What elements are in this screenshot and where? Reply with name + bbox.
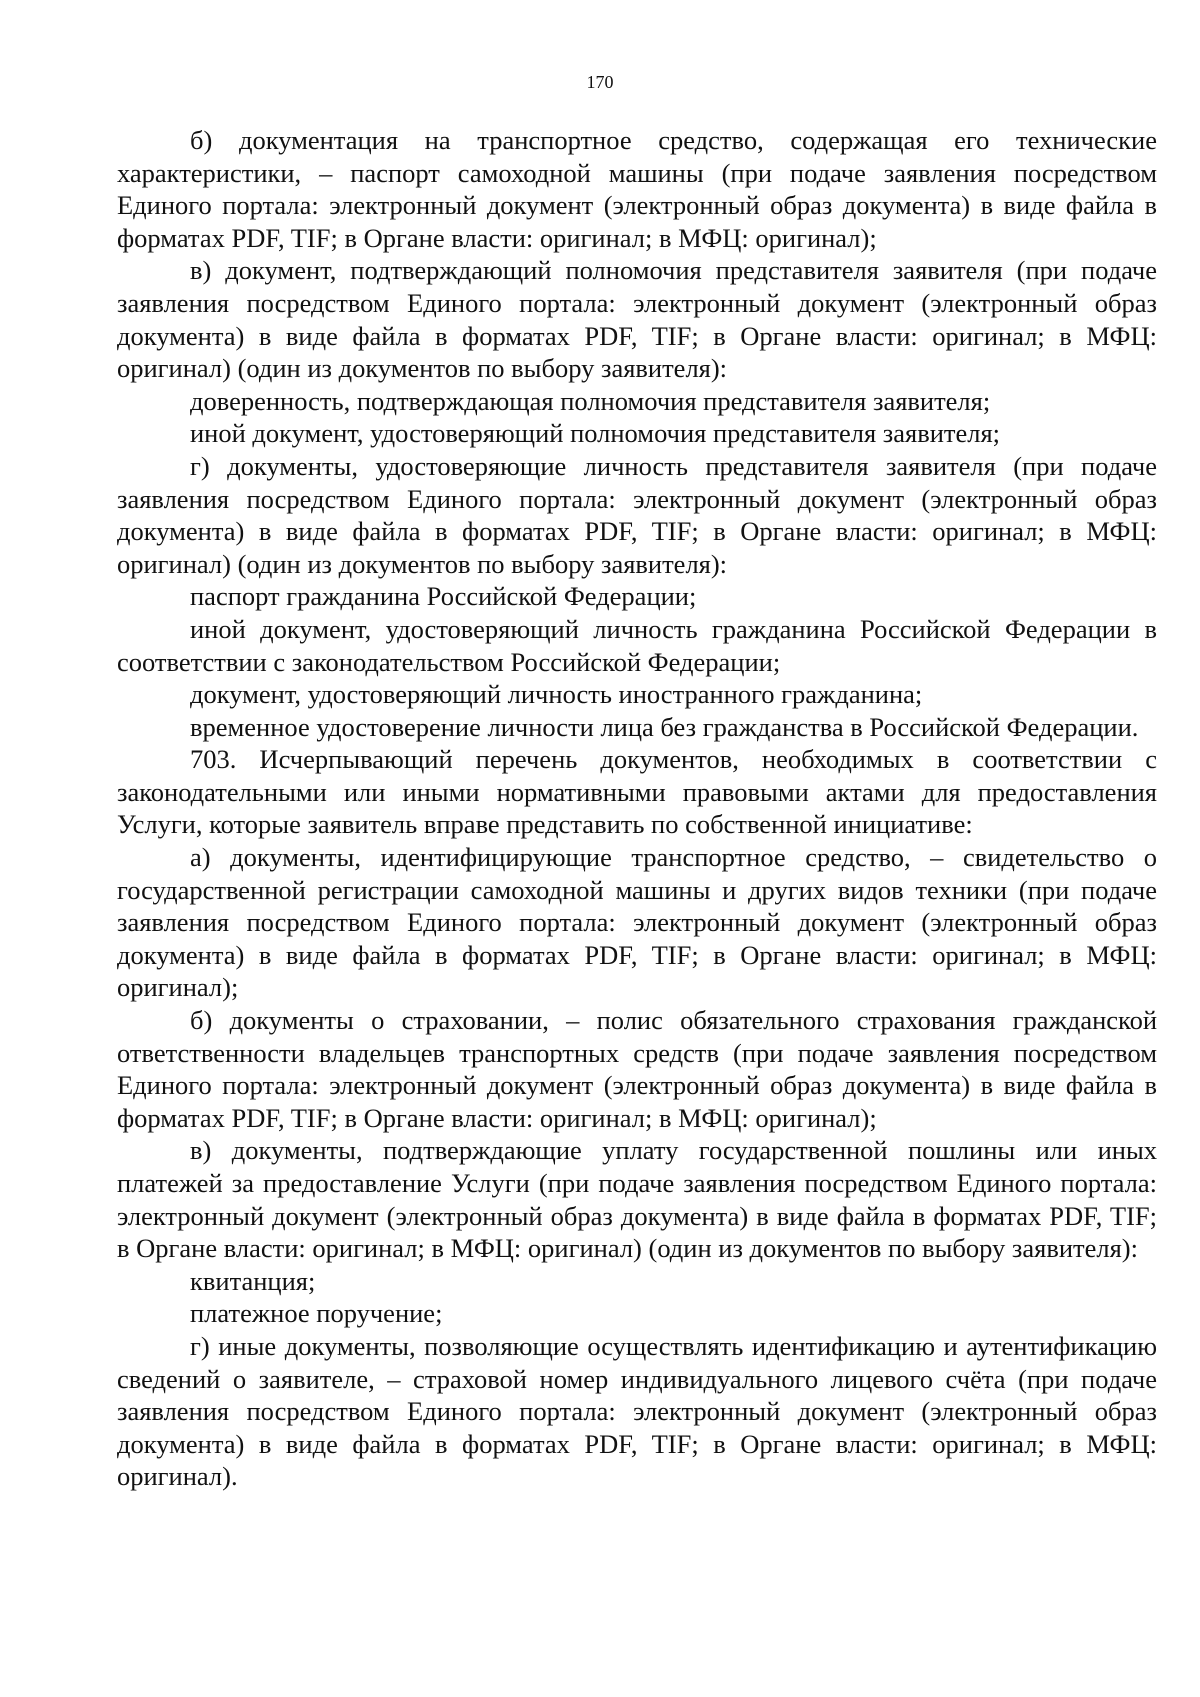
list-item-foreign-citizen-document: документ, удостоверяющий личность иностранного гражданина; — [190, 679, 923, 710]
paragraph-g-snils-documents: г) иные документы, позволяющие осуществлять идентификацию и аутентификацию сведений о заявителе, – страховой номер индивидуального лицевого счёта (при подаче заявления посредством Единого портала: электронный документ (электронный образ документа) в виде файла в форматах PDF, TIF; в Органе власти: оригинал; в МФЦ: оригинал). — [117, 1330, 1157, 1492]
list-item-temporary-identity-certificate: временное удостоверение личности лица без гражданства в Российской Федерации. — [190, 711, 1139, 742]
paragraph-v-representative-authority: в) документ, подтверждающий полномочия представителя заявителя (при подаче заявления посредством Единого портала: электронный документ (электронный образ документа) в виде файла в форматах PDF, TIF; в Органе власти: оригинал; в МФЦ: оригинал) (один из документов по выбору заявителя): — [117, 255, 1157, 384]
list-item-russian-passport: паспорт гражданина Российской Федерации; — [190, 581, 697, 612]
paragraph-b-vehicle-documentation: б) документация на транспортное средство, содержащая его технические характеристики, – паспорт самоходной машины (при подаче заявления посредством Единого портала: электронный документ (электронный образ документа) в виде файла в форматах PDF, TIF; в Органе власти: оригинал; в МФЦ: оригинал); — [117, 125, 1157, 253]
paragraph-703-optional-documents: 703. Исчерпывающий перечень документов, необходимых в соответствии с законодательными или иными нормативными правовыми актами для предоставления Услуги, которые заявитель вправе представить по собственной инициативе: — [117, 744, 1157, 840]
paragraph-v-payment-documents: в) документы, подтверждающие уплату государственной пошлины или иных платежей за предоставление Услуги (при подаче заявления посредством Единого портала: электронный документ (электронный образ документа) в виде файла в форматах PDF, TIF; в Органе власти: оригинал; в МФЦ: оригинал) (один из документов по выбору заявителя): — [117, 1135, 1157, 1264]
list-item-other-identity-document: иной документ, удостоверяющий личность гражданина Российской Федерации в соответствии с законодательством Российской Федерации; — [117, 613, 1157, 677]
list-item-power-of-attorney: доверенность, подтверждающая полномочия представителя заявителя; — [190, 385, 991, 416]
list-item-payment-order: платежное поручение; — [190, 1298, 443, 1329]
list-item-receipt: квитанция; — [190, 1265, 316, 1296]
document-body — [117, 124, 1157, 1493]
paragraph-g-representative-identity: г) документы, удостоверяющие личность представителя заявителя (при подаче заявления посредством Единого портала: электронный документ (электронный образ документа) в виде файла в форматах PDF, TIF; в Органе власти: оригинал; в МФЦ: оригинал) (один из документов по выбору заявителя): — [117, 450, 1157, 579]
list-item-other-authority-document: иной документ, удостоверяющий полномочия представителя заявителя; — [190, 418, 1001, 449]
paragraph-a-registration-certificate: а) документы, идентифицирующие транспортное средство, – свидетельство о государственной регистрации самоходной машины и других видов техники (при подаче заявления посредством Единого портала: электронный документ (электронный образ документа) в виде файла в форматах PDF, TIF; в Органе власти: оригинал; в МФЦ: оригинал); — [117, 842, 1157, 1003]
page-number: 170 — [586, 72, 614, 92]
paragraph-b-insurance-documents: б) документы о страховании, – полис обязательного страхования гражданской ответственности владельцев транспортных средств (при подаче заявления посредством Единого портала: электронный документ (электронный образ документа) в виде файла в форматах PDF, TIF; в Органе власти: оригинал; в МФЦ: оригинал); — [117, 1005, 1157, 1133]
